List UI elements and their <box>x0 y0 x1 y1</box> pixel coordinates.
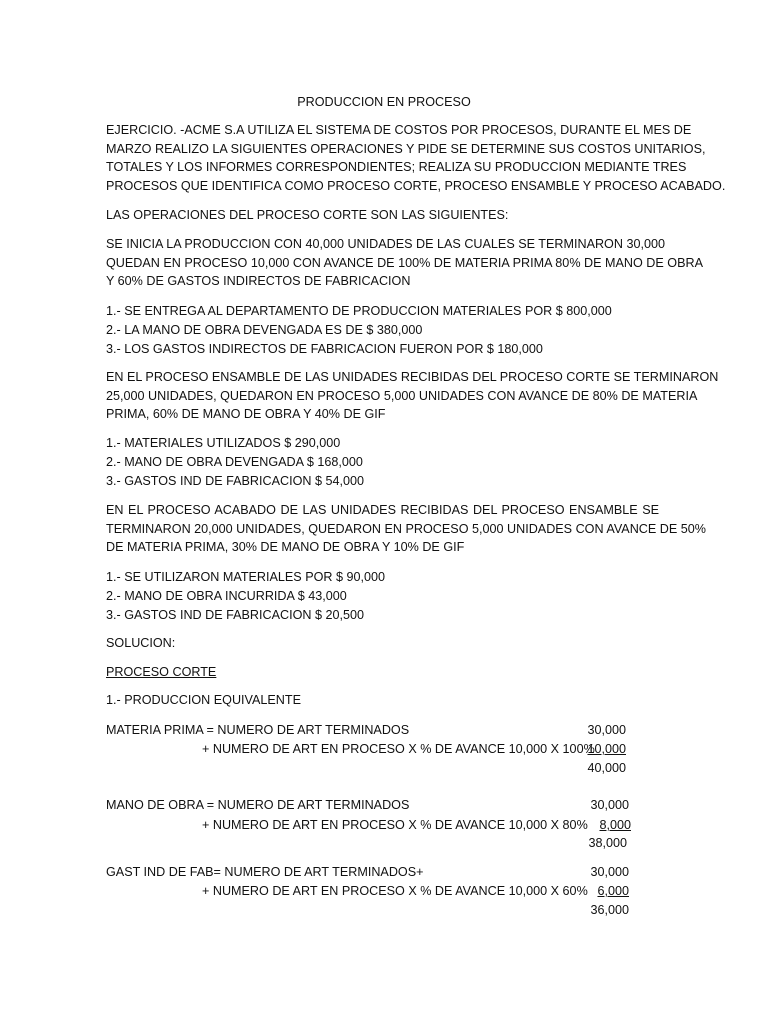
paragraph-line: TOTALES Y LOS INFORMES CORRESPONDIENTES; REALIZA SU PRODUCCION MEDIANTE TRES <box>106 160 687 175</box>
gif-label: GAST IND DE FAB= NUMERO DE ART TERMINADOS+ <box>106 865 424 879</box>
mo-total-value: 38,000 <box>588 836 627 850</box>
corte-paragraph <box>106 235 703 291</box>
mo-proceso-value: 8,000 <box>599 818 631 832</box>
acabado-paragraph <box>106 501 706 557</box>
list-item: 3.- GASTOS IND DE FABRICACION $ 54,000 <box>106 474 365 488</box>
paragraph-line: MARZO REALIZO LA SIGUIENTES OPERACIONES Y PIDE SE DETERMINE SUS COSTOS UNITARIOS, <box>106 141 706 156</box>
list-item: 2.- MANO DE OBRA INCURRIDA $ 43,000 <box>106 589 347 603</box>
paragraph-line: 25,000 UNIDADES, QUEDARON EN PROCESO 5,000 UNIDADES CON AVANCE DE 80% DE MATERIA <box>106 388 698 403</box>
list-item: 2.- MANO DE OBRA DEVENGADA $ 168,000 <box>106 455 363 469</box>
paragraph-line: SE INICIA LA PRODUCCION CON 40,000 UNIDADES DE LAS CUALES SE TERMINARON 30,000 <box>106 237 665 251</box>
page-title: PRODUCCION EN PROCESO <box>297 95 471 109</box>
list-item: 1.- SE ENTREGA AL DEPARTAMENTO DE PRODUCCION MATERIALES POR $ 800,000 <box>106 304 612 318</box>
list-item: 3.- LOS GASTOS INDIRECTOS DE FABRICACION FUERON POR $ 180,000 <box>106 342 543 356</box>
paragraph-line: EJERCICIO. -ACME S.A UTILIZA EL SISTEMA DE COSTOS POR PROCESOS, DURANTE EL MES DE <box>106 123 692 137</box>
mo-second-line: + NUMERO DE ART EN PROCESO X % DE AVANCE 10,000 X 80% <box>202 818 588 832</box>
paragraph-line: PRIMA, 60% DE MANO DE OBRA Y 40% DE GIF <box>106 407 386 422</box>
paragraph-line: EN EL PROCESO ACABADO DE LAS UNIDADES RECIBIDAS DEL PROCESO ENSAMBLE SE <box>106 503 659 517</box>
mp-total-value: 40,000 <box>587 761 626 775</box>
mp-proceso-value: 10,000 <box>587 742 626 756</box>
paragraph-line: PROCESOS QUE IDENTIFICA COMO PROCESO CORTE, PROCESO ENSAMBLE Y PROCESO ACABADO. <box>106 178 726 193</box>
paragraph-line: TERMINARON 20,000 UNIDADES, QUEDARON EN PROCESO 5,000 UNIDADES CON AVANCE DE 50% <box>106 521 706 536</box>
gif-terminados-value: 30,000 <box>590 865 629 879</box>
mo-label: MANO DE OBRA = NUMERO DE ART TERMINADOS <box>106 798 410 812</box>
mp-second-line: + NUMERO DE ART EN PROCESO X % DE AVANCE 10,000 X 100% <box>202 742 595 756</box>
mo-terminados-value: 30,000 <box>590 798 629 812</box>
list-item: 2.- LA MANO DE OBRA DEVENGADA ES DE $ 380,000 <box>106 323 423 337</box>
list-item: 1.- MATERIALES UTILIZADOS $ 290,000 <box>106 436 341 450</box>
paragraph-line: QUEDAN EN PROCESO 10,000 CON AVANCE DE 100% DE MATERIA PRIMA 80% DE MANO DE OBRA <box>106 255 703 270</box>
gif-total-value: 36,000 <box>590 903 629 917</box>
ensamble-list <box>106 434 666 491</box>
subheading: 1.- PRODUCCION EQUIVALENTE <box>106 693 301 707</box>
list-item: 1.- SE UTILIZARON MATERIALES POR $ 90,000 <box>106 570 386 584</box>
ensamble-paragraph <box>106 368 719 424</box>
list-item: 3.- GASTOS IND DE FABRICACION $ 20,500 <box>106 608 365 622</box>
paragraph-line: Y 60% DE GASTOS INDIRECTOS DE FABRICACION <box>106 274 411 289</box>
solucion-label: SOLUCION: <box>106 636 176 650</box>
acabado-list <box>106 568 666 625</box>
section-heading: PROCESO CORTE <box>106 665 217 679</box>
corte-intro: LAS OPERACIONES DEL PROCESO CORTE SON LAS SIGUIENTES: <box>106 208 509 222</box>
gif-second-line: + NUMERO DE ART EN PROCESO X % DE AVANCE 10,000 X 60% <box>202 884 588 898</box>
paragraph-line: DE MATERIA PRIMA, 30% DE MANO DE OBRA Y 10% DE GIF <box>106 540 465 555</box>
paragraph-line: EN EL PROCESO ENSAMBLE DE LAS UNIDADES RECIBIDAS DEL PROCESO CORTE SE TERMINARON <box>106 370 719 384</box>
mp-label: MATERIA PRIMA = NUMERO DE ART TERMINADOS <box>106 723 410 737</box>
mp-terminados-value: 30,000 <box>587 723 626 737</box>
gif-proceso-value: 6,000 <box>597 884 629 898</box>
exercise-paragraph <box>106 121 726 195</box>
corte-list <box>106 302 666 359</box>
